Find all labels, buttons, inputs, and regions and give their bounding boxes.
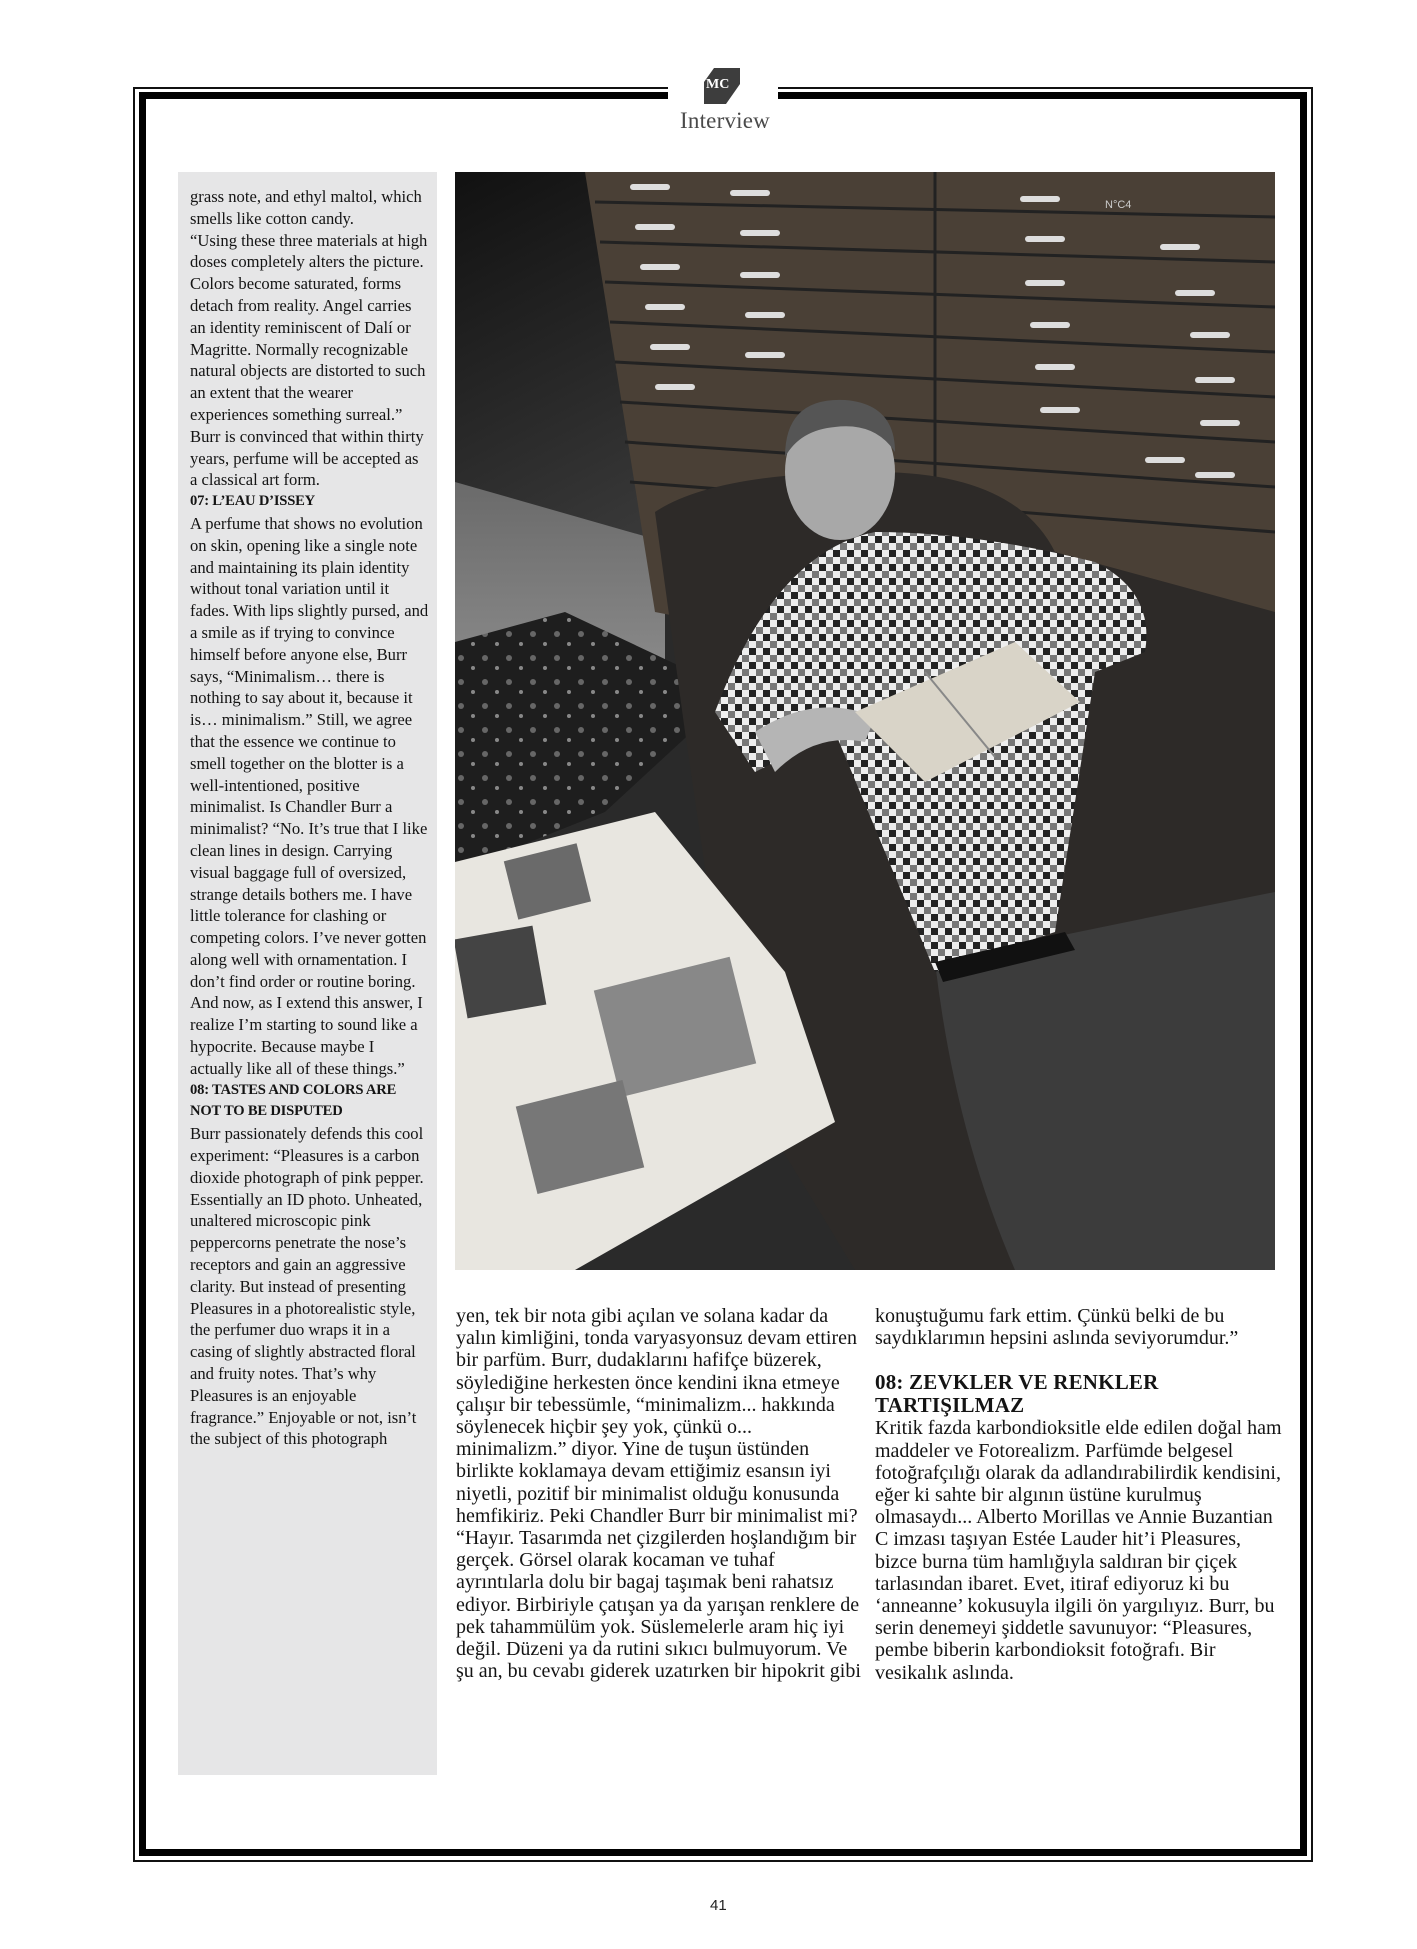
sidebar-heading-07: 07: L’EAU D’ISSEY <box>190 493 316 510</box>
column-intro: konuştuğumu fark ettim. Çünkü belki de bu saydıklarımın hepsini aslında seviyorumdur.” <box>875 1305 1239 1350</box>
spacer <box>875 1349 1285 1371</box>
magazine-logo <box>700 66 744 106</box>
sidebar-paragraph: grass note, and ethyl maltol, which smells like cotton candy. <box>190 187 422 228</box>
sidebar-paragraph: “Using these three materials at high doses completely alters the picture. Colors become saturated, forms detach from reality. Angel carries an identity reminiscent of Dalí or Magritte. Normally recognizable natural objects are distorted to such an extent that the wearer experiences something surreal.” <box>190 230 428 424</box>
column-text: yen, tek bir nota gibi açılan ve solana kadar da yalın kimliğini, tonda varyasyonsuz devam ettiren bir parfüm. Burr, dudaklarını hafifçe büzerek, söylediğine herkesten önce kendini ikna etmeye çalışır bir tebessümle, “minimalizm... hakkında söylenecek hiçbir şey yok, çünkü o... minimalizm.” diyor. Yine de tuşun üstünden birlikte koklamaya devam ettiğimiz esansın iyi niyetli, pozitif bir minimalist olduğu konusunda hemfikiriz. Peki Chandler Burr bir minimalist mi? “Hayır. Tasarımda net çizgilerden hoşlandığım bir gerçek. Görsel olarak kocaman ve tuhaf ayrıntılarla dolu bir bagaj taşımak beni rahatsız ediyor. Birbiriyle çatışan ya da yarışan renklere de pek tahammülüm yok. Süslemelerle aram hiç iyi değil. Düzeni ya da rutini sıkıcı bulmuyorum. Ve şu an, bu cevabı giderek uzatırken bir hipokrit gibi <box>456 1305 861 1683</box>
logo-text: MC <box>706 77 730 92</box>
turkish-column-middle <box>456 1305 861 1682</box>
section-title: Interview <box>680 108 770 133</box>
turkish-column-right <box>875 1305 1285 1684</box>
photo-illustration <box>455 172 1275 1270</box>
portrait-photo <box>455 172 1275 1270</box>
sidebar-paragraph: Burr is convinced that within thirty years, perfume will be accepted as a classical art form. <box>190 426 424 490</box>
album-photo <box>455 926 546 1019</box>
logo-mark-icon <box>700 66 744 106</box>
drawer-label: N°C4 <box>1105 199 1132 211</box>
english-sidebar <box>178 172 437 1775</box>
sidebar-section-07: A perfume that shows no evolution on skin, opening like a single note and maintaining its plain identity without tonal variation until it fades. With lips slightly pursed, and a smile as if trying to convince himself before anyone else, Burr says, “Minimalism… there is nothing to say about it, because it is… minimalism.” Still, we agree that the essence we continue to smell together on the blotter is a well-intentioned, positive minimalist. Is Chandler Burr a minimalist? “No. It’s true that I like clean lines in design. Carrying visual baggage full of oversized, strange details bothers me. I have little tolerance for clashing or competing colors. I’ve never gotten along well with ornamentation. I don’t find order or routine boring. And now, as I extend this answer, I realize I’m starting to sound like a hypocrite. Because maybe I actually like all of these things.” <box>190 513 429 1078</box>
column-text: Kritik fazda karbondioksitle elde edilen doğal ham maddeler ve Fotorealizm. Parfümde belgesel fotoğrafçılığı olarak da adlandırabilirdik kendisini, eğer ki sahte bir algının üstüne kurulmuş olmasaydı... Alberto Morillas ve Annie Buzantian C imzası taşıyan Estée Lauder hit’i Pleasures, bizce burna tüm hamlığıyla saldıran bir çiçek tarlasından ibaret. Evet, itiraf ediyoruz ki bu ‘anneanne’ kokusuyla ilgili ön yargılıyız. Burr, bu serin denemeyi şiddetle savunuyor: “Pleasures, pembe biberin karbondioksit fotoğrafı. Bir vesikalık aslında. <box>875 1417 1282 1684</box>
page-number: 41 <box>710 1897 727 1914</box>
sidebar-heading-08: 08: TASTES AND COLORS ARE NOT TO BE DISPUTED <box>190 1081 397 1120</box>
section-heading-08: 08: ZEVKLER VE RENKLER TARTIŞILMAZ <box>875 1370 1159 1418</box>
sidebar-section-08: Burr passionately defends this cool experiment: “Pleasures is a carbon dioxide photograph of pink pepper. Essentially an ID photo. Unheated, unaltered microscopic pink peppercorns penetrate the nose’s receptors and gain an aggressive clarity. But instead of presenting Pleasures in a photorealistic style, the perfumer duo wraps it in a casing of slightly abstracted floral and fruity notes. That’s why Pleasures is an enjoyable fragrance.” Enjoyable or not, isn’t the subject of this photograph <box>190 1124 424 1449</box>
